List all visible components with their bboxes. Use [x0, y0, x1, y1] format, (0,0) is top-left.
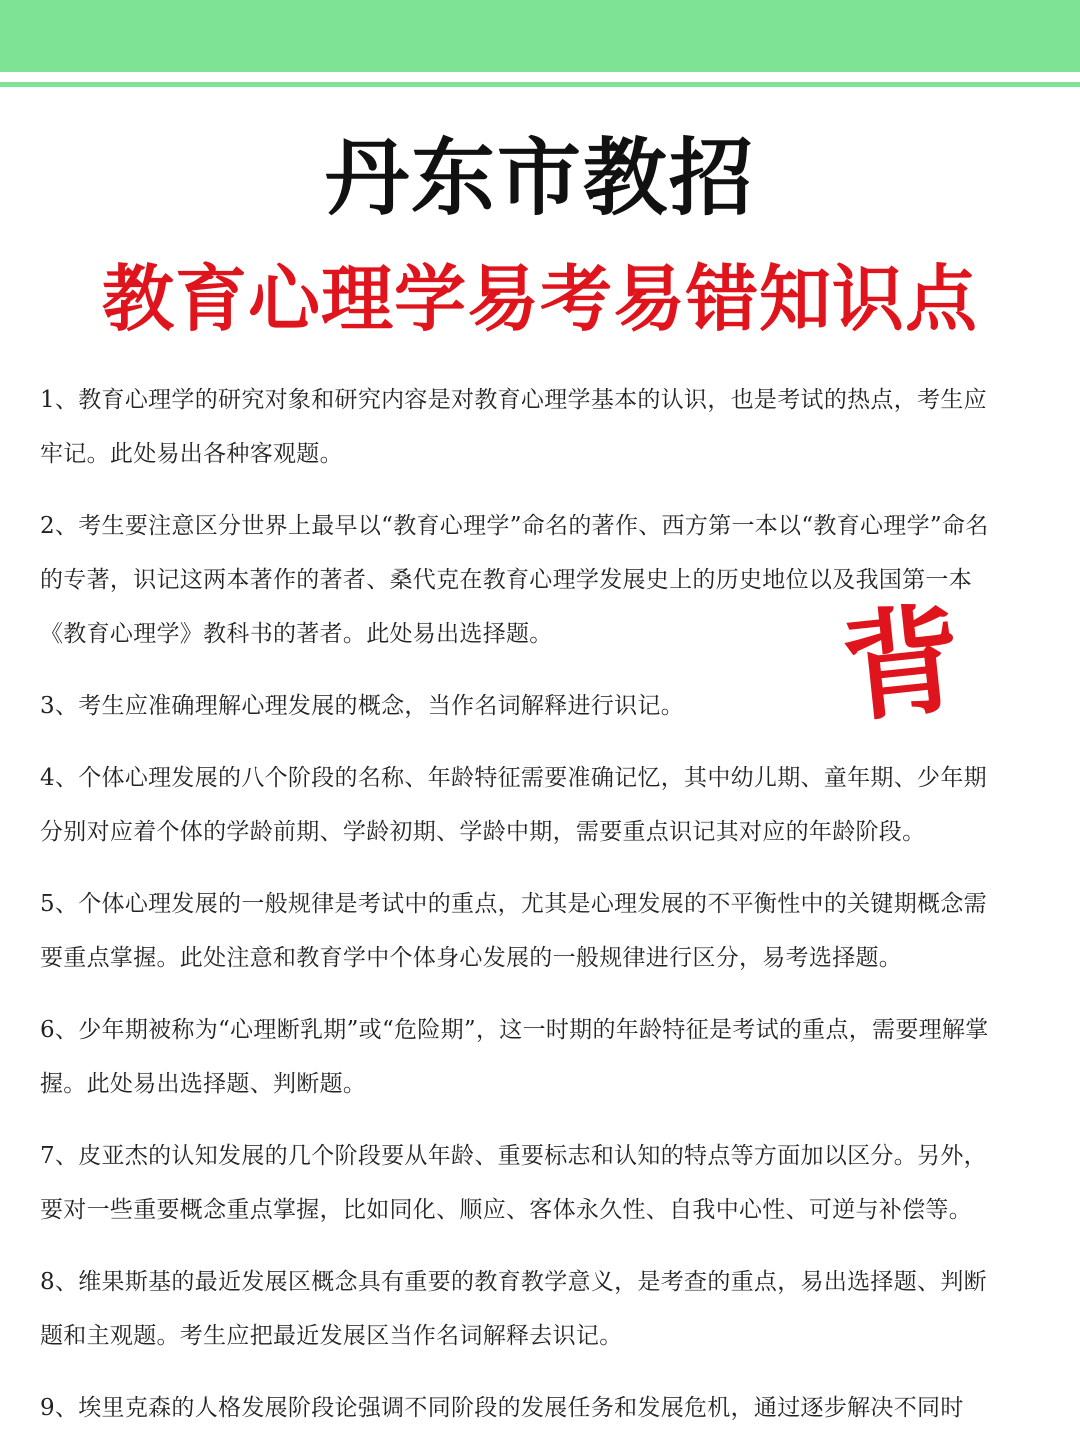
knowledge-point-5: 5、个体心理发展的一般规律是考试中的重点，尤其是心理发展的不平衡性中的关键期概念需要重点掌握。此处注意和教育学中个体身心发展的一般规律进行区分，易考选择题。 — [40, 891, 987, 971]
knowledge-point-1: 1、教育心理学的研究对象和研究内容是对教育心理学基本的认识，也是考试的热点，考生应牢记。此处易出各种客观题。 — [40, 387, 987, 467]
knowledge-point-9: 9、埃里克森的人格发展阶段论强调不同阶段的发展任务和发展危机，通过逐步解决不同时 — [40, 1395, 964, 1421]
knowledge-point-7: 7、皮亚杰的认知发展的几个阶段要从年龄、重要标志和认知的特点等方面加以区分。另外，要对一些重要概念重点掌握，比如同化、顺应、客体永久性、自我中心性、可逆与补偿等。 — [40, 1143, 987, 1223]
page-subtitle: 教育心理学易考易错知识点 — [101, 256, 978, 341]
knowledge-point-list — [40, 373, 1008, 1443]
knowledge-point-3: 3、考生应准确理解心理发展的概念，当作名词解释进行识记。 — [40, 693, 685, 719]
knowledge-point-6: 6、少年期被称为“心理断乳期”或“危险期”，这一时期的年龄特征是考试的重点，需要理解掌握。此处易出选择题、判断题。 — [40, 1017, 989, 1097]
top-green-divider — [0, 82, 1080, 87]
knowledge-point-2: 2、考生要注意区分世界上最早以“教育心理学”命名的著作、西方第一本以“教育心理学”命名的专著，识记这两本著作的著者、桑代克在教育心理学发展史上的历史地位以及我国第一本《教育心理学》教科书的著者。此处易出选择题。 — [40, 513, 989, 647]
top-green-band — [0, 0, 1080, 72]
knowledge-point-8: 8、维果斯基的最近发展区概念具有重要的教育教学意义，是考查的重点，易出选择题、判断题和主观题。考生应把最近发展区当作名词解释去识记。 — [40, 1269, 987, 1349]
knowledge-point-4: 4、个体心理发展的八个阶段的名称、年龄特征需要准确记忆，其中幼儿期、童年期、少年期分别对应着个体的学龄前期、学龄初期、学龄中期，需要重点识记其对应的年龄阶段。 — [40, 765, 987, 845]
page-title: 丹东市教招 — [324, 129, 755, 227]
memorize-stamp: 背 — [835, 588, 968, 739]
